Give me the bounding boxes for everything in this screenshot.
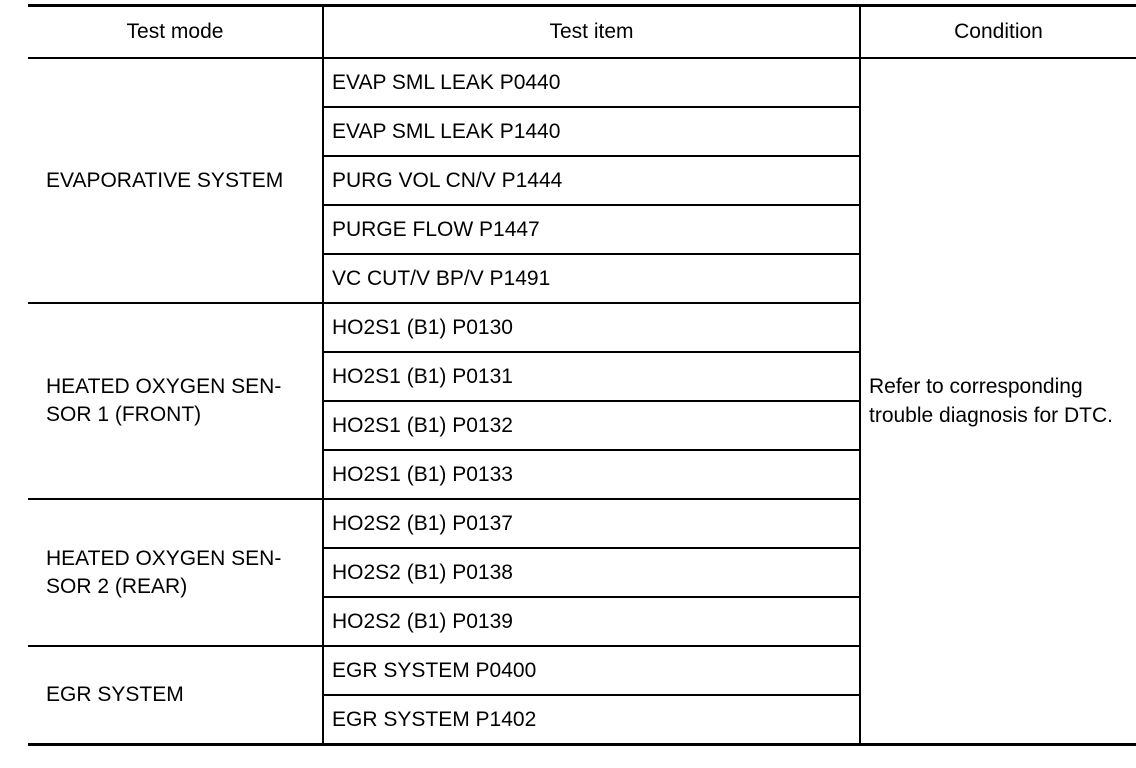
condition-cell: Refer to corresponding trouble diagnosis for DTC. xyxy=(860,58,1136,745)
table-header-row xyxy=(28,6,1136,59)
test-item: EGR SYSTEM P1402 xyxy=(323,695,860,745)
mode-text-line-1: HEATED OXYGEN SEN- xyxy=(46,375,282,398)
test-mode-heated-oxygen-sensor-1 xyxy=(28,303,323,499)
test-item: HO2S1 (B1) P0132 xyxy=(323,401,860,450)
test-item: PURGE FLOW P1447 xyxy=(323,205,860,254)
test-item: EVAP SML LEAK P0440 xyxy=(323,58,860,107)
mode-text-line-1: HEATED OXYGEN SEN- xyxy=(46,546,282,570)
test-item: VC CUT/V BP/V P1491 xyxy=(323,254,860,303)
test-item: EVAP SML LEAK P1440 xyxy=(323,107,860,156)
mode-text-line-2: SOR 2 (REAR) xyxy=(46,574,188,598)
table-row xyxy=(28,58,1136,107)
test-item: HO2S2 (B1) P0139 xyxy=(323,597,860,646)
header-test-item: Test item xyxy=(323,6,860,59)
test-item: PURG VOL CN/V P1444 xyxy=(323,156,860,205)
dtc-test-table xyxy=(28,4,1136,746)
test-mode-heated-oxygen-sensor-2 xyxy=(28,499,323,646)
test-item: HO2S1 (B1) P0131 xyxy=(323,352,860,401)
test-item: HO2S2 (B1) P0138 xyxy=(323,548,860,597)
test-item: EGR SYSTEM P0400 xyxy=(323,646,860,695)
test-item: HO2S2 (B1) P0137 xyxy=(323,499,860,548)
header-test-mode: Test mode xyxy=(28,6,323,59)
test-mode-egr-system: EGR SYSTEM xyxy=(28,646,323,745)
test-item: HO2S1 (B1) P0130 xyxy=(323,303,860,352)
header-condition: Condition xyxy=(860,6,1136,59)
mode-text-line-2: SOR 1 (FRONT) xyxy=(46,403,202,426)
test-item: HO2S1 (B1) P0133 xyxy=(323,450,860,499)
test-mode-evaporative-system: EVAPORATIVE SYSTEM xyxy=(28,58,323,303)
